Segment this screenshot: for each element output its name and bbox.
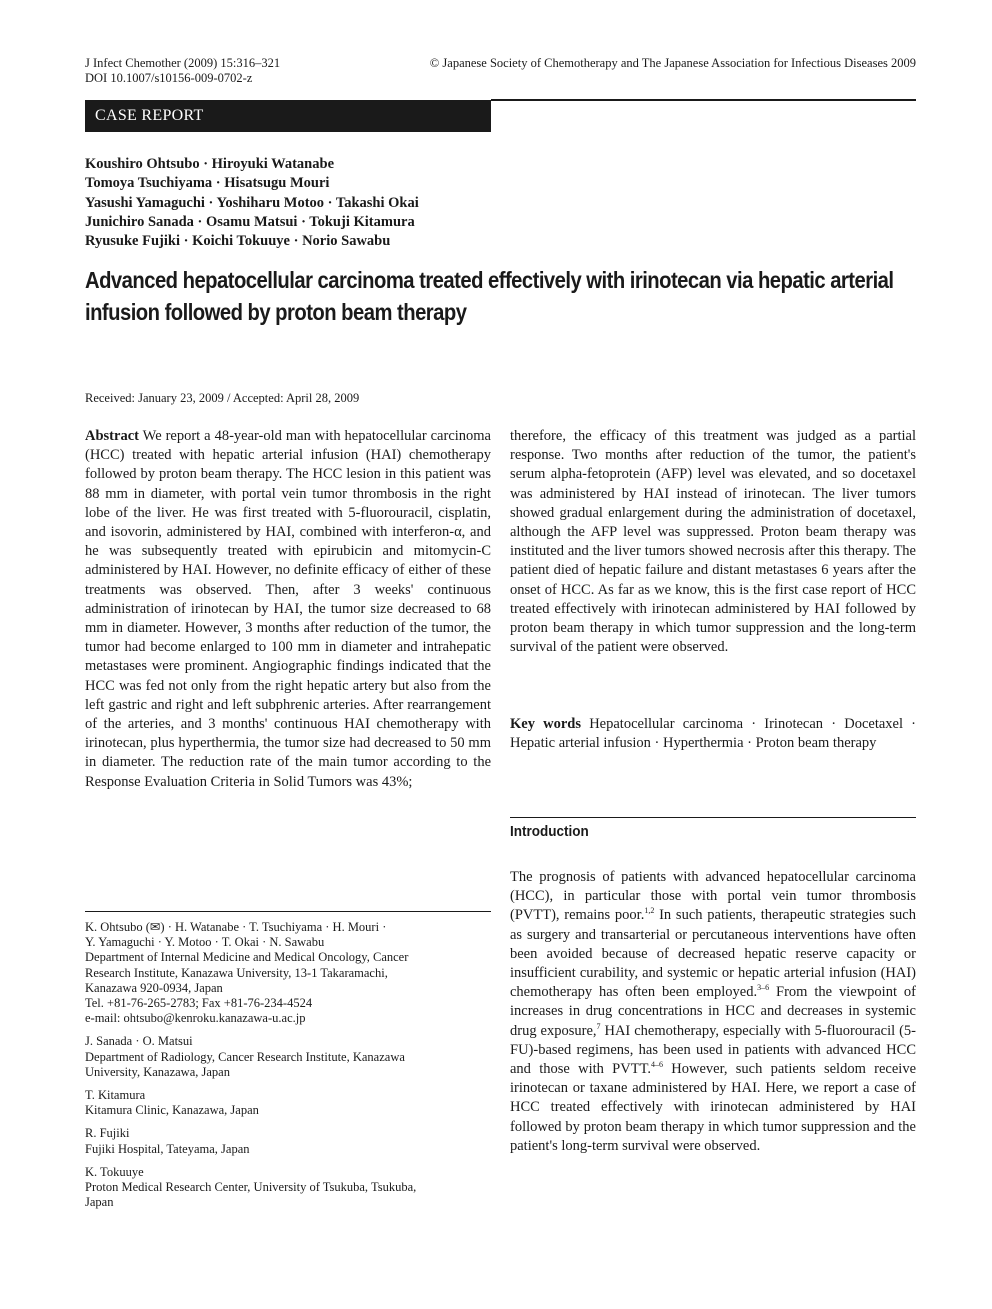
affiliation-line: Kanazawa 920-0934, Japan [85, 980, 223, 995]
affiliation-line: Japan [85, 1195, 114, 1210]
affiliation-line: Department of Internal Medicine and Medical Oncology, Cancer [85, 950, 409, 965]
section-rule [510, 817, 916, 818]
affiliation-line: Y. Yamaguchi · Y. Motoo · T. Okai · N. Sawabu [85, 935, 325, 950]
citation-ref: 3–6 [757, 983, 770, 993]
author-line: Yasushi Yamaguchi · Yoshiharu Motoo · Takashi Okai [85, 194, 419, 211]
abstract-text: We report a 48-year-old man with hepatocellular carcinoma (HCC) treated with hepatic arterial infusion (HAI) chemotherapy followed by proton beam therapy. The HCC lesion in this patient was 88 mm in diameter, with portal vein tumor thrombosis in the right lobe of the liver. He was first treated with 5-fluorouracil, cisplatin, and isovorin, administered by HAI, combined with interferon-α, and he was subsequently treated with epirubicin and mitomycin-C administered by HAI. However, no definite efficacy of either of these treatments was observed. Then, after 3 weeks' continuous administration of irinotecan by HAI, the tumor size decreased to 68 mm in diameter. However, 3 months after reduction of the tumor, the tumor had become enlarged to 100 mm in diameter and intrahepatic metastases were prominent. Angiographic findings indicated that the HCC was fed not only from the right hepatic artery but also from the left gastric and right and left subphrenic arteries. After rearrangement of the arteries, and 3 months' continuous HAI chemotherapy with irinotecan, plus hyperthermia, the tumor size had decreased to 50 mm in diameter. The reduction rate of the main tumor according to the Response Evaluation Criteria in Solid Tumors was 43%; [85, 428, 491, 790]
doi: DOI 10.1007/s10156-009-0702-z [85, 71, 253, 85]
intro-text: However, such patients seldom receive irinotecan or taxane administered by HAI. Here, we report a case of HCC treated effectively with irinotecan administered by HAI followed by proton beam therapy in which tumor suppression and the patient's long-term survival were observed. [510, 1061, 917, 1154]
abstract-right-column [510, 427, 916, 657]
affiliation-line: K. Tokuuye [85, 1164, 144, 1179]
introduction-body [510, 868, 916, 1156]
intro-text: HAI chemotherapy, especially with 5-fluorouracil (5-FU)-based regimens, has been used in patients with advanced HCC and those with PVTT. [510, 1022, 917, 1078]
affiliation-group [85, 1165, 491, 1211]
affiliation-line: K. Ohtsubo (✉) · H. Watanabe · T. Tsuchiyama · H. Mouri · [85, 920, 387, 934]
keywords-text: Hepatocellular carcinoma · Irinotecan · Docetaxel · Hepatic arterial infusion · Hyperthermia · Proton beam therapy [510, 716, 916, 752]
affiliation-line: Proton Medical Research Center, University of Tsukuba, Tsukuba, [85, 1180, 417, 1195]
affiliation-line: Kitamura Clinic, Kanazawa, Japan [85, 1103, 259, 1118]
affiliation-group [85, 1126, 491, 1156]
footnote-rule [85, 911, 491, 912]
article-title: Advanced hepatocellular carcinoma treated effectively with irinotecan via hepatic arterial infusion followed by proton beam therapy [85, 267, 894, 325]
citation-ref: 1,2 [644, 906, 655, 916]
header-rule [491, 99, 916, 101]
affiliation-group [85, 1088, 491, 1118]
affiliation-line: Fujiki Hospital, Tateyama, Japan [85, 1141, 250, 1156]
affiliation-group [85, 920, 491, 1026]
author-list [85, 155, 419, 251]
affiliation-line: Tel. +81-76-265-2783; Fax +81-76-234-4524 [85, 996, 313, 1011]
affiliations [85, 920, 491, 1218]
affiliation-line: University, Kanazawa, Japan [85, 1064, 230, 1079]
affiliation-line: Department of Radiology, Cancer Research Institute, Kanazawa [85, 1049, 405, 1064]
introduction-heading: Introduction [510, 823, 589, 840]
affiliation-group [85, 1034, 491, 1080]
copyright-notice: © Japanese Society of Chemotherapy and The Japanese Association for Infectious Diseases 2009 [429, 56, 916, 70]
citation-ref: 4–6 [650, 1060, 663, 1070]
affiliation-line: Research Institute, Kanazawa University, 13-1 Takaramachi, [85, 965, 388, 980]
intro-text: In such patients, therapeutic strategies such as surgery and transarterial or percutaneous interventions have often been avoided because of decreased hepatic reserve capacity or insufficient curability, and systemic or hepatic arterial infusion (HAI) chemotherapy has often been employed. [510, 907, 916, 1001]
author-line: Junichiro Sanada · Osamu Matsui · Tokuji Kitamura [85, 213, 415, 230]
keywords-label: Key words [510, 716, 582, 732]
author-line: Ryusuke Fujiki · Koichi Tokuuye · Norio Sawabu [85, 233, 391, 250]
intro-text: The prognosis of patients with advanced hepatocellular carcinoma (HCC), in particular those with portal vein tumor thrombosis (PVTT), remains poor. [510, 869, 916, 924]
affiliation-email[interactable]: e-mail: ohtsubo@kenroku.kanazawa-u.ac.jp [85, 1011, 306, 1026]
citation-ref: 7 [596, 1021, 601, 1031]
keywords [510, 715, 916, 753]
author-line: Koushiro Ohtsubo · Hiroyuki Watanabe [85, 156, 334, 172]
received-dates: Received: January 23, 2009 / Accepted: April 28, 2009 [85, 391, 360, 405]
abstract-left-column [85, 427, 491, 792]
abstract-label: Abstract [85, 428, 139, 444]
intro-text: From the viewpoint of increases in drug concentrations in HCC and decreases in systemic drug exposure, [510, 984, 916, 1039]
author-line: Tomoya Tsuchiyama · Hisatsugu Mouri [85, 175, 330, 192]
affiliation-line: R. Fujiki [85, 1126, 130, 1141]
abstract-text-continued: therefore, the efficacy of this treatment was judged as a partial response. Two months after reduction of the tumor, the patient's serum alpha-fetoprotein (AFP) level was elevated, and so docetaxel was administered by HAI instead of irinotecan. The liver tumors showed gradual enlargement during the administration of docetaxel, although the AFP level was suppressed. Proton beam therapy was instituted and the liver tumors showed necrosis after this therapy. The patient died of hepatic failure and distant metastases 6 years after the onset of HCC. As far as we know, this is the first case report of HCC treated effectively with irinotecan administered by HAI followed by proton beam therapy in which tumor suppression and the long-term survival of the patient were observed. [510, 428, 916, 656]
section-label: CASE REPORT [85, 100, 491, 132]
affiliation-line: T. Kitamura [85, 1088, 146, 1103]
affiliation-line: J. Sanada · O. Matsui [85, 1034, 193, 1049]
journal-citation: J Infect Chemother (2009) 15:316–321 [85, 56, 281, 70]
